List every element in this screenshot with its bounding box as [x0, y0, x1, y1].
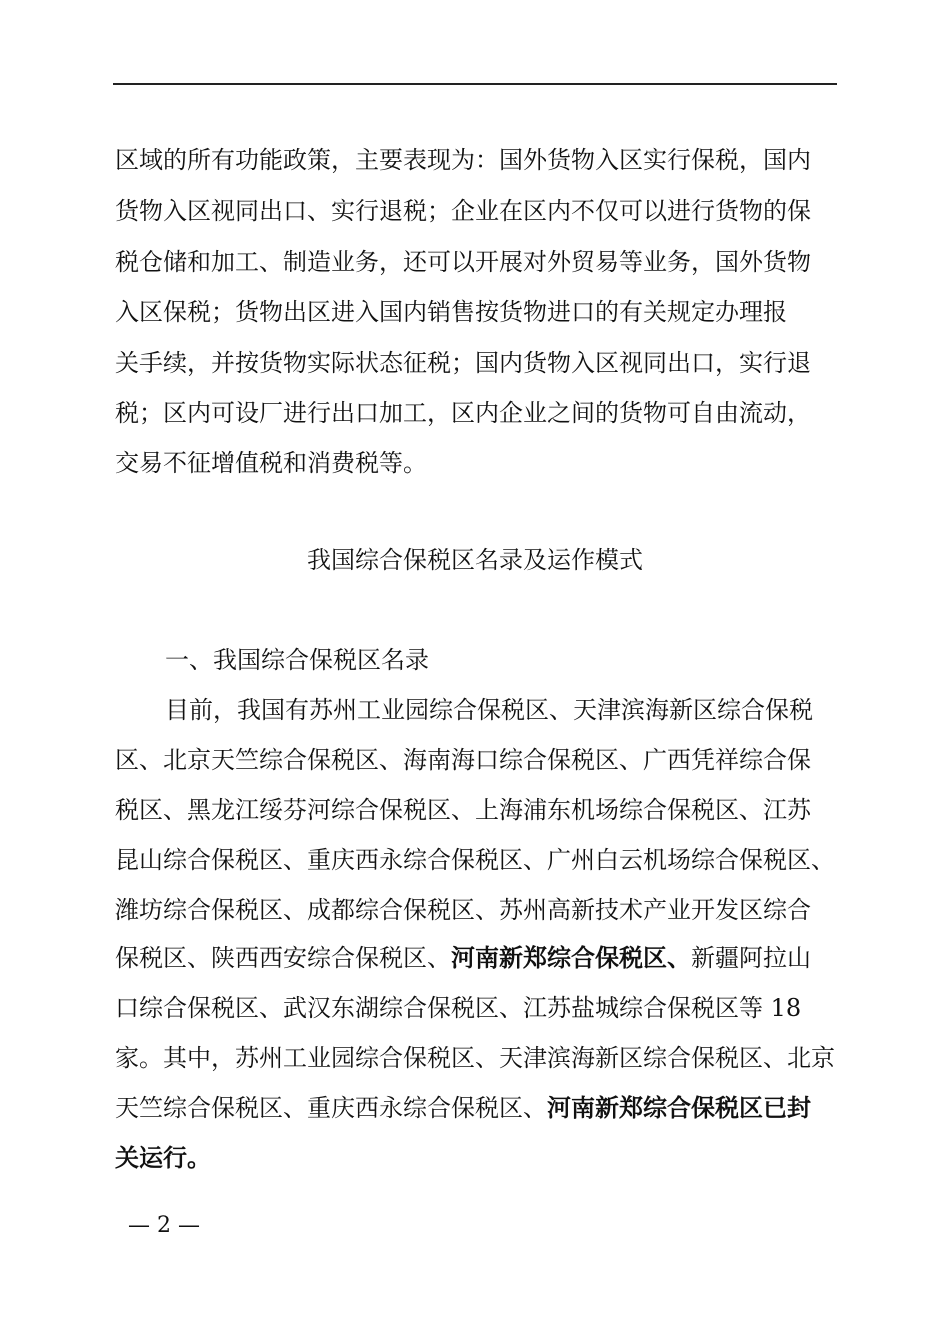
subheading: 一、我国综合保税区名录 [165, 646, 429, 674]
text-line: 家。其中，苏州工业园综合保税区、天津滨海新区综合保税区、北京 [115, 1044, 835, 1072]
text-segment: 新疆阿拉山 [691, 944, 811, 972]
text-line: 区域的所有功能政策，主要表现为：国外货物入区实行保税，国内 [115, 146, 811, 174]
text-line: 税；区内可设厂进行出口加工，区内企业之间的货物可自由流动， [115, 399, 811, 427]
text-line: 区、北京天竺综合保税区、海南海口综合保税区、广西凭祥综合保 [115, 746, 811, 774]
text-line [115, 1093, 811, 1123]
text-line: 目前，我国有苏州工业园综合保税区、天津滨海新区综合保税 [165, 696, 813, 724]
page-number: — 2 — [128, 1213, 200, 1238]
text-line: 税仓储和加工、制造业务，还可以开展对外贸易等业务，国外货物 [115, 248, 811, 276]
text-line [115, 943, 811, 973]
text-line: 税区、黑龙江绥芬河综合保税区、上海浦东机场综合保税区、江苏 [115, 796, 811, 824]
highlighted-zone-name: 河南新郑综合保税区已封 [547, 1093, 811, 1122]
text-line: 口综合保税区、武汉东湖综合保税区、江苏盐城综合保税区等 18 [115, 994, 802, 1022]
text-segment: 保税区、陕西西安综合保税区、 [115, 944, 451, 972]
text-line: 潍坊综合保税区、成都综合保税区、苏州高新技术产业开发区综合 [115, 896, 811, 924]
highlighted-text-line: 关运行。 [115, 1143, 211, 1172]
section-title: 我国综合保税区名录及运作模式 [307, 546, 643, 574]
header-rule [113, 83, 837, 85]
text-line: 入区保税；货物出区进入国内销售按货物进口的有关规定办理报 [115, 298, 787, 326]
text-line: 交易不征增值税和消费税等。 [115, 449, 427, 477]
text-line: 货物入区视同出口、实行退税；企业在区内不仅可以进行货物的保 [115, 197, 811, 225]
highlighted-zone-name: 河南新郑综合保税区、 [451, 943, 691, 972]
text-line: 关手续，并按货物实际状态征税；国内货物入区视同出口，实行退 [115, 349, 811, 377]
text-line: 昆山综合保税区、重庆西永综合保税区、广州白云机场综合保税区、 [115, 846, 835, 874]
text-segment: 天竺综合保税区、重庆西永综合保税区、 [115, 1094, 547, 1122]
